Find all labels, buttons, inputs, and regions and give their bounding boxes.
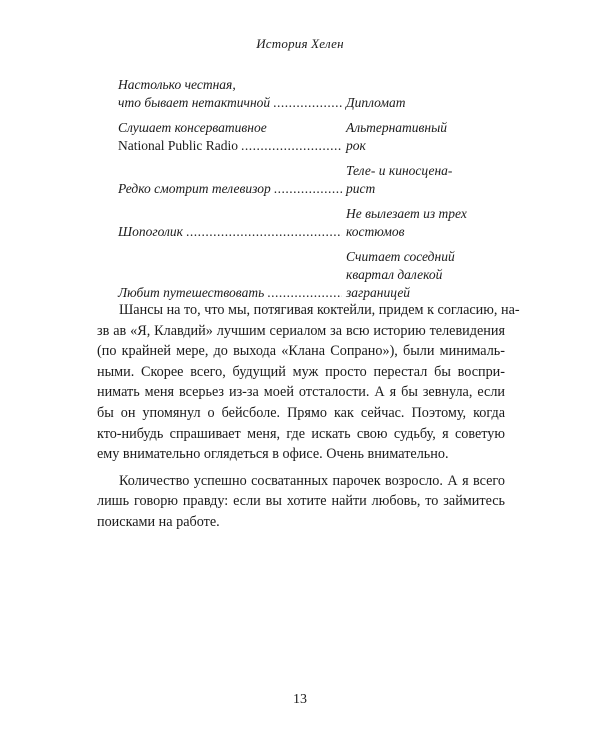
text-line: ему внимательно оглядеться в офисе. Очень внимательно. — [97, 446, 449, 463]
partner-line: рок — [346, 138, 366, 153]
partner-line: квартал далекой — [346, 267, 443, 282]
text-line: Шансы на то, что мы, потягивая коктейли, придем к согласию, на- — [119, 302, 520, 318]
page-number: 13 — [293, 692, 307, 707]
partner-line: заграницей — [346, 285, 411, 300]
partner-line: рист — [346, 181, 376, 196]
comparison-row — [118, 119, 478, 155]
comparison-list — [118, 76, 478, 309]
partner-trait — [346, 248, 474, 302]
text-line: (по крайней мере, до выхода «Клана Сопрано»), были минималь- — [97, 343, 505, 360]
text-line: зв ав «Я, Клавдий» лучшим сериалом за всю историю телевидения — [97, 322, 505, 339]
partner-line: Альтернативный — [346, 120, 447, 135]
partner-line: Считает соседний — [346, 249, 455, 264]
trait-line: National Public Radio — [118, 138, 238, 153]
dot-leader — [186, 223, 342, 241]
text-line: нимать меня всерьез из-за моей отсталости. А я бы зевнула, если — [97, 384, 505, 401]
trait-line: Слушает консервативное — [118, 120, 267, 135]
text-line: бы он упомянул о бейсболе. Прямо как сейчас. Поэтому, когда — [97, 404, 505, 421]
helen-trait — [118, 180, 346, 198]
dot-leader — [241, 137, 342, 155]
trait-line: Редко смотрит телевизор — [118, 181, 271, 196]
trait-line: что бывает нетактичной — [118, 95, 271, 110]
trait-line: Шопоголик — [118, 224, 183, 239]
text-line: кто-нибудь спрашивает меня, где искать свою судьбу, я советую — [97, 425, 505, 442]
trait-line: Любит путешествовать — [118, 285, 265, 300]
text-line: поисками на работе. — [97, 513, 220, 530]
text-line: Количество успешно сосватанных парочек возросло. А я всего — [119, 472, 505, 489]
comparison-row — [118, 248, 478, 302]
body-text — [97, 300, 520, 539]
partner-trait — [346, 162, 474, 198]
partner-trait — [346, 119, 474, 155]
comparison-row — [118, 76, 478, 112]
trait-line: Настолько честная, — [118, 77, 236, 92]
paragraph-2 — [97, 471, 505, 533]
dot-leader — [273, 94, 342, 112]
text-line: лишь говорю правду: если вы хотите найти любовь, то займитесь — [97, 493, 505, 510]
partner-trait — [346, 94, 474, 112]
comparison-row — [118, 162, 478, 198]
paragraph-1 — [97, 300, 520, 465]
partner-line: Не вылезает из трех — [346, 206, 467, 221]
partner-trait — [346, 205, 474, 241]
helen-trait — [118, 76, 346, 112]
partner-line: Дипломат — [346, 95, 406, 110]
helen-trait — [118, 119, 346, 155]
helen-trait — [118, 223, 346, 241]
partner-line: Теле- и киносцена- — [346, 163, 453, 178]
comparison-row — [118, 205, 478, 241]
partner-line: костюмов — [346, 224, 405, 239]
text-line: ными. Скорее всего, будущий муж просто перестал бы воспри- — [97, 363, 505, 380]
running-head: История Хелен — [256, 36, 344, 51]
dot-leader — [274, 180, 342, 198]
